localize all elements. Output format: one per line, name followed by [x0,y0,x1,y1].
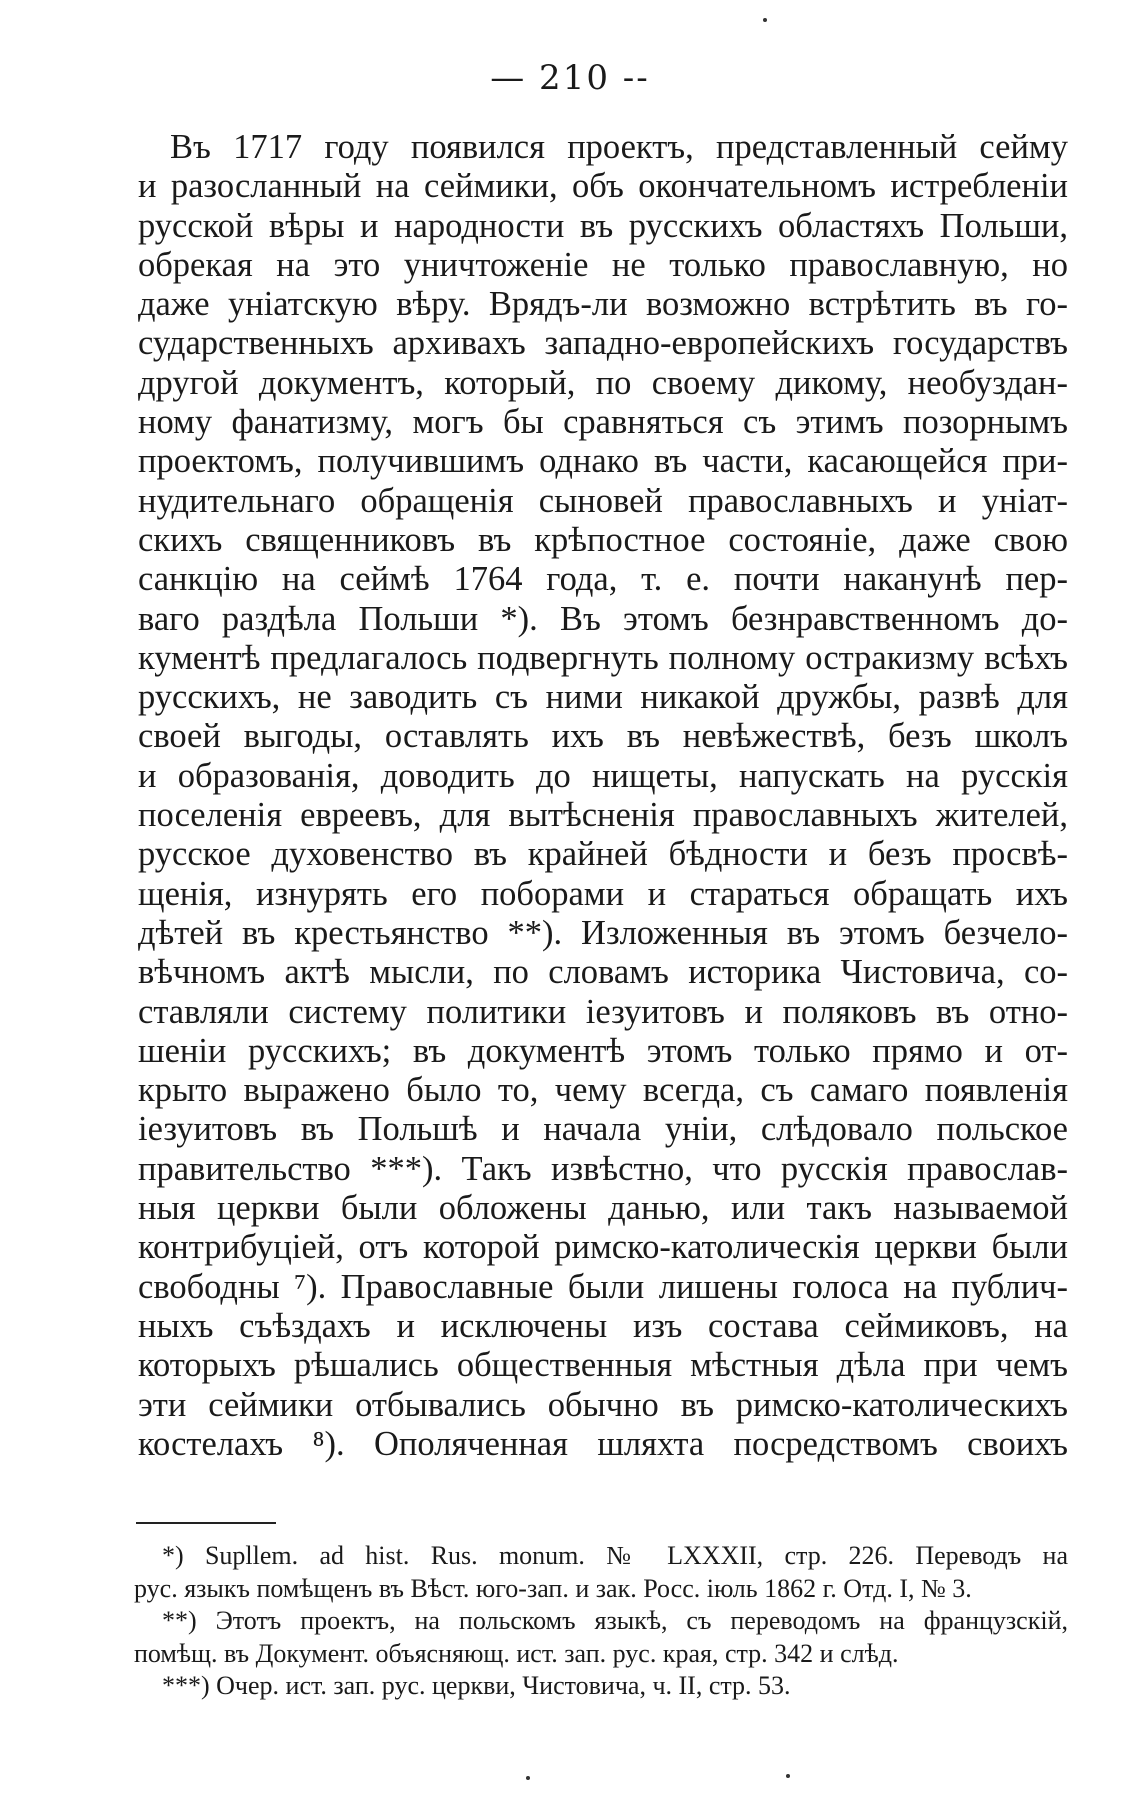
footnote-line: **) Этотъ проектъ, на польскомъ языкѣ, съ переводомъ на французскій, [162,1606,1068,1635]
text-line: русское духовенство въ крайней бѣдности и безъ просвѣ- [138,835,1068,874]
footnote-line: рус. языкъ помѣщенъ въ Вѣст. юго-зап. и зак. Росс. іюль 1862 г. Отд. I, № 3. [134,1573,972,1603]
text-line: контрибуціей, отъ которой римско-католическія церкви были [138,1228,1068,1267]
print-speck [786,1774,790,1778]
text-line: свободны ⁷). Православные были лишены голоса на публич- [138,1267,1068,1306]
text-line: сударственныхъ архивахъ западно-европейскихъ государствъ [138,324,1068,363]
footnote-2 [134,1605,1068,1670]
text-line: своей выгоды, оставлять ихъ въ невѣжествѣ, безъ школъ [138,717,1068,756]
text-line: іезуитовъ въ Польшѣ и начала уніи, слѣдовало польское [138,1110,1068,1149]
text-line: дѣтей въ крестьянство **). Изложенныя въ этомъ безчело- [138,913,1068,952]
text-line: эти сеймики отбывались обычно въ римско-католическихъ [138,1385,1068,1424]
text-line: ваго раздѣла Польши *). Въ этомъ безнравственномъ до- [138,599,1068,638]
text-line: ному фанатизму, могъ бы сравняться съ этимъ позорнымъ [138,403,1068,442]
text-line: ныя церкви были обложены данью, или такъ называемой [138,1189,1068,1228]
text-line: обрекая на это уничтоженіе не только православную, но [138,245,1068,284]
text-line: русскихъ, не заводить съ ними никакой дружбы, развѣ для [138,678,1068,717]
footnote-line: ***) Очер. ист. зап. рус. церкви, Чистовича, ч. II, стр. 53. [162,1671,791,1700]
text-line: русской вѣры и народности въ русскихъ областяхъ Польши, [138,206,1068,245]
text-line: и разосланный на сеймики, объ окончательномъ истребленіи [138,167,1068,206]
text-line: правительство ***). Такъ извѣстно, что русскія православ- [138,1149,1068,1188]
text-line: нудительнаго обращенія сыновей православныхъ и уніат- [138,481,1068,520]
text-line: костелахъ ⁸). Ополяченная шляхта посредствомъ своихъ [138,1424,1068,1463]
text-line: ныхъ съѣздахъ и исключены изъ состава сеймиковъ, на [138,1306,1068,1345]
footnote-3 [134,1670,1068,1703]
text-line: и образованія, доводить до нищеты, напускать на русскія [138,756,1068,795]
footnotes [134,1540,1068,1703]
text-line: крыто выражено было то, чему всегда, съ самаго появленія [138,1071,1068,1110]
text-line: вѣчномъ актѣ мысли, по словамъ историка Чистовича, со- [138,953,1068,992]
text-line: ставляли систему политики іезуитовъ и поляковъ въ отно- [138,992,1068,1031]
text-line: проектомъ, получившимъ однако въ части, касающейся при- [138,442,1068,481]
text-line: Въ 1717 году появился проектъ, представленный сейму [170,128,1068,166]
print-speck [526,1776,530,1780]
text-line: шеніи русскихъ; въ документѣ этомъ только прямо и от- [138,1031,1068,1070]
text-line: санкцію на сеймѣ 1764 года, т. е. почти наканунѣ пер- [138,560,1068,599]
text-line: другой документъ, который, по своему дикому, необуздан- [138,363,1068,402]
footnote-divider [136,1522,276,1524]
text-line: кументѣ предлагалось подвергнуть полному остракизму всѣхъ [138,638,1068,677]
text-line: которыхъ рѣшались общественныя мѣстныя дѣла при чемъ [138,1346,1068,1385]
body-paragraph [138,128,1068,1464]
footnote-line: *) Supllem. ad hist. Rus. monum. № LXXXII, стр. 226. Переводъ на [162,1541,1068,1570]
text-line: даже уніатскую вѣру. Врядъ-ли возможно встрѣтить въ го- [138,285,1068,324]
text-line: поселенія евреевъ, для вытѣсненія православныхъ жителей, [138,796,1068,835]
text-line: щенія, изнурять его поборами и стараться обращать ихъ [138,874,1068,913]
page-number: — 210 -- [490,58,650,98]
footnote-1 [134,1540,1068,1605]
print-speck [763,18,767,22]
footnote-line: помѣщ. въ Документ. объясняющ. ист. зап. рус. края, стр. 342 и слѣд. [134,1638,899,1668]
text-line: скихъ священниковъ въ крѣпостное состояніе, даже свою [138,520,1068,559]
